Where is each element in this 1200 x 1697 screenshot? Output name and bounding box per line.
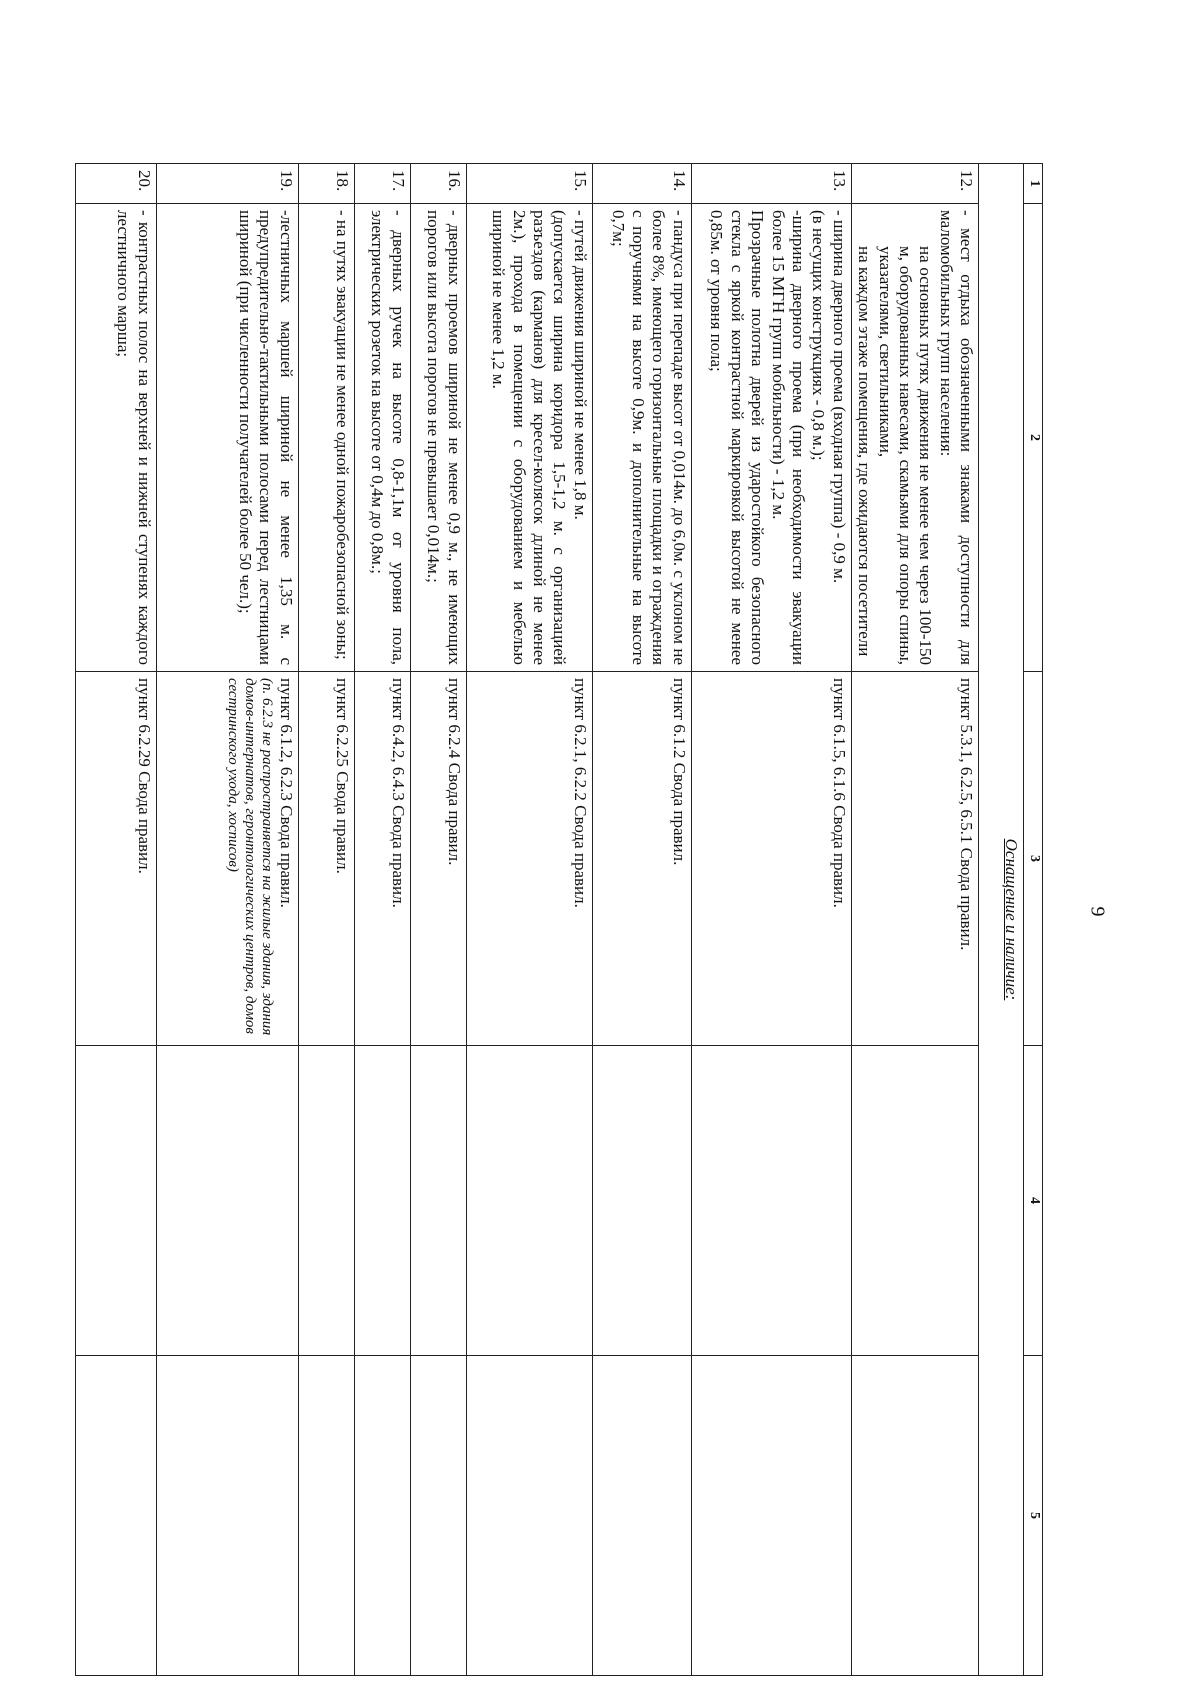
empty-cell [298,1356,354,1676]
row-description [354,204,410,672]
row-description [592,204,691,672]
empty-cell [76,1046,157,1356]
empty-cell [691,1356,851,1676]
description-line: (допускается ширина коридора 1,5-1,2 м. с организацией разъездов (карманов) для кресел-колясок длиной не менее 2м.), прохода в помещении с оборудованием и мебелью шириной не менее 1,2 м. [489,210,570,665]
table-row [691,164,851,1676]
reference-text: пункт 6.1.2 Свода правил. [669,678,689,866]
row-reference [691,672,851,1046]
header-row [1024,164,1043,1676]
description-line: -ширина дверного проема (при необходимости эвакуации более 15 МГН групп мобильности) - 1,2 м. [768,210,809,665]
row-description [410,204,466,672]
row-description [76,204,157,672]
row-number: 13. [691,164,851,204]
description-line: - путей движения шириной не менее 1,8 м. [570,210,590,520]
description-line: -лестничных маршей шириной не менее 1,35 м. с предупредительно-тактильными полосами перед лестницами шириной (при численности получателей более 50 чел.); [236,210,296,665]
row-description [466,204,592,672]
empty-cell [592,1046,691,1356]
reference-text: пункт 6.2.4 Свода правил. [444,678,464,866]
empty-cell [466,1356,592,1676]
empty-cell [592,1356,691,1676]
reference-text: пункт 6.1.5, 6.1.6 Свода правил. [829,678,849,908]
table-row [410,164,466,1676]
empty-cell [156,1046,298,1356]
table-row [354,164,410,1676]
column-header-4: 4 [1024,1046,1043,1356]
table-row [156,164,298,1676]
table-row [298,164,354,1676]
description-line: на основных путях движения не менее чем через 100-150 м, оборудованных навесами, скамьями для опоры спины, указателями, светильниками, [875,246,936,665]
row-number: 19. [156,164,298,204]
reference-text: пункт 6.2.29 Свода правил. [134,678,154,874]
description-line: на каждом этаже помещения, где ожидаются посетители [855,246,875,657]
row-reference [354,672,410,1046]
column-header-2: 2 [1024,204,1043,672]
row-reference [298,672,354,1046]
row-reference [156,672,298,1046]
empty-cell [354,1356,410,1676]
description-line: - на путях эвакуации не менее одной пожаробезопасной зоны; [332,210,352,660]
reference-text: пункт 6.2.1, 6.2.2 Свода правил. [570,678,590,908]
page-number: 9 [1086,906,1109,917]
row-description [851,204,978,672]
table-row [851,164,978,1676]
empty-cell [354,1046,410,1356]
description-line: - дверных проемов шириной не менее 0,9 м., не имеющих порогов или высота порогов не превышает 0,014м.; [424,210,464,665]
empty-cell [851,1046,978,1356]
rotated-table-container [75,163,1043,1675]
row-description [298,204,354,672]
reference-text: пункт 6.2.25 Свода правил. [332,678,352,874]
column-header-3: 3 [1024,672,1043,1046]
empty-cell [156,1356,298,1676]
row-description [156,204,298,672]
table-row [592,164,691,1676]
description-line: - дверных ручек на высоте 0,8-1,1м от уровня пола, электрических розеток на высоте от 0,4м до 0,8м.; [368,210,408,665]
row-number: 20. [76,164,157,204]
row-reference [851,672,978,1046]
row-number: 17. [354,164,410,204]
reference-text: пункт 6.4.2, 6.4.3 Свода правил. [388,678,408,908]
row-number: 14. [592,164,691,204]
reference-text: пункт 5.3.1, 6.2.5, 6.5.1 Свода правил. [957,678,977,951]
empty-cell [410,1046,466,1356]
row-number: 15. [466,164,592,204]
row-number: 12. [851,164,978,204]
row-number: 18. [298,164,354,204]
description-line: - ширина дверного проема (входная группа) - 0,9 м. [829,210,849,584]
table-row [76,164,157,1676]
row-description [691,204,851,672]
reference-text: пункт 6.1.2, 6.2.3 Свода правил. [276,678,296,908]
row-reference [410,672,466,1046]
empty-cell [298,1046,354,1356]
section-row [979,164,1024,1676]
column-header-1: 1 [1024,164,1043,204]
reference-note: (п. 6.2.3 не распространяется на жилые здания, здания домов-интернатов, геронтологических центров, домов сестринского ухода, хосписов) [224,678,276,1036]
column-header-5: 5 [1024,1356,1043,1676]
row-reference [466,672,592,1046]
description-line: - контрастных полос на верхней и нижней ступенях каждого лестничного марша; [114,210,154,665]
empty-cell [466,1046,592,1356]
empty-cell [410,1356,466,1676]
table-row [466,164,592,1676]
description-line: - пандуса при перепаде высот от 0,014м. до 6,0м. с уклоном не более 8%, имеющего горизонтальные площадки и ограждения с поручнями на высоте 0,9м. и дополнительные на высоте 0,7м; [608,210,689,665]
empty-cell [691,1046,851,1356]
row-reference [76,672,157,1046]
description-line: (в несущих конструкциях - 0,8 м.); [809,210,829,461]
description-line: Прозрачные полотна дверей из ударостойкого безопасного стекла с яркой контрастной маркировкой высотой не менее 0,85м. от уровня пола; [707,210,768,665]
empty-cell [851,1356,978,1676]
row-reference [592,672,691,1046]
empty-cell [76,1356,157,1676]
checklist-table [75,163,1043,1676]
section-title: Оснащение и наличие: [979,164,1024,1676]
description-line: - мест отдыха обозначенными знаками доступности для маломобильных групп населения: [936,210,977,665]
row-number: 16. [410,164,466,204]
